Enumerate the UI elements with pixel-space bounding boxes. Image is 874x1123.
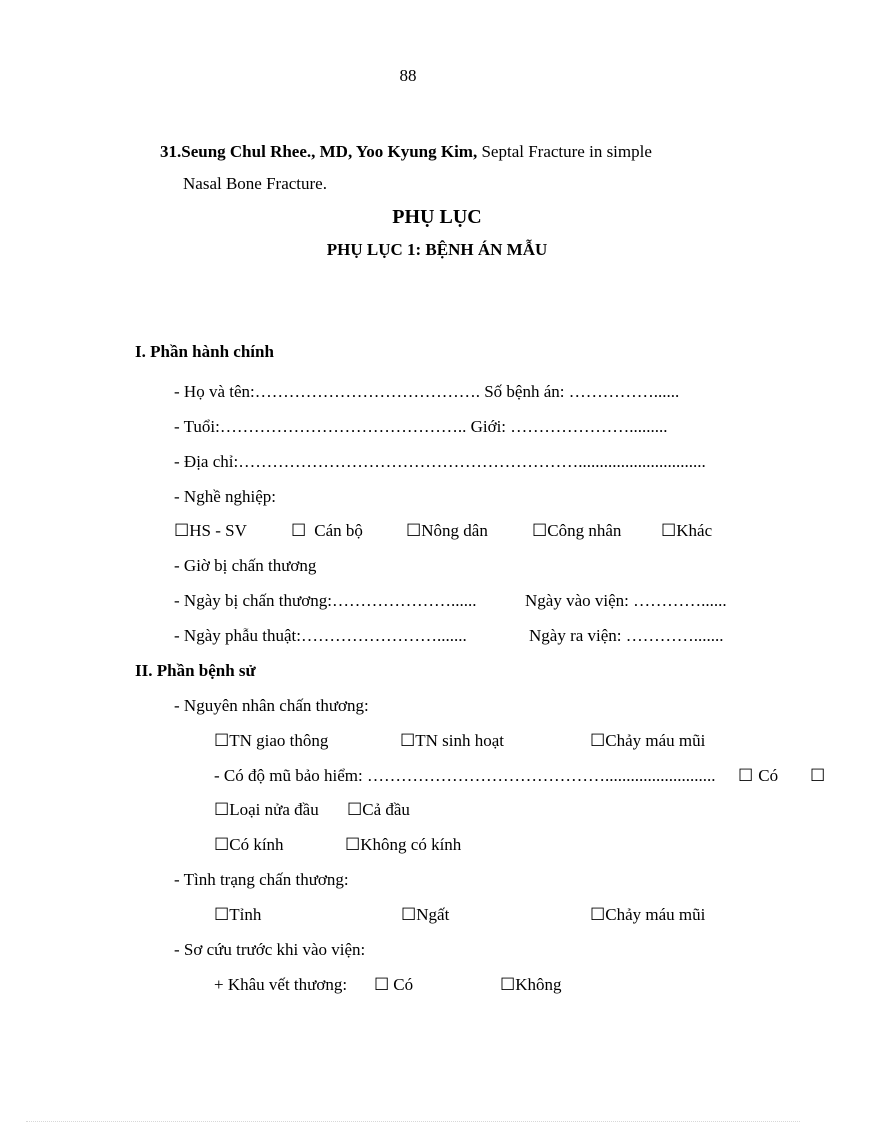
checkbox-icon[interactable]: ☐	[500, 975, 516, 994]
helmet-type-full[interactable]	[347, 800, 410, 820]
checkbox-icon[interactable]: ☐	[214, 835, 230, 854]
first-aid-label: - Sơ cứu trước khi vào viện:	[174, 940, 366, 959]
checkbox-icon[interactable]: ☐	[590, 731, 606, 750]
section-1-heading: I. Phần hành chính	[135, 342, 274, 361]
section-2-heading: II. Phần bệnh sử	[135, 661, 256, 680]
reference-title-part2: Nasal Bone Fracture.	[183, 174, 327, 193]
reference-title-part1: Septal Fracture in simple	[477, 142, 652, 161]
cause-option-domestic[interactable]	[400, 731, 504, 751]
occupation-option-nongdan[interactable]	[406, 521, 488, 541]
condition-label-conscious: Tỉnh	[229, 905, 262, 924]
condition-label: - Tình trạng chấn thương:	[174, 870, 349, 889]
checkbox-icon[interactable]: ☐	[214, 731, 230, 750]
helmet-option-yes[interactable]	[738, 766, 778, 786]
occupation-label: - Nghề nghiệp:	[174, 487, 276, 506]
suture-label-yes: Có	[393, 975, 414, 994]
checkbox-icon[interactable]: ☐	[214, 800, 230, 819]
helmet-type-full-label: Cả đầu	[362, 800, 410, 819]
occupation-label-canbo: Cán bộ	[314, 521, 363, 540]
occupation-label-congnhan: Công nhân	[547, 521, 622, 540]
cause-option-nosebleed[interactable]	[590, 731, 705, 751]
suture-label-no: Không	[515, 975, 562, 994]
helmet-option-no-checkbox[interactable]: ☐	[810, 766, 826, 785]
helmet-line: - Có độ mũ bảo hiểm: ……………………………………..........................	[214, 766, 716, 785]
checkbox-icon[interactable]: ☐	[214, 905, 230, 924]
occupation-option-hssv[interactable]	[174, 521, 247, 541]
suture-label: + Khâu vết thương:	[214, 975, 348, 994]
suture-option-yes[interactable]	[374, 975, 413, 995]
occupation-option-canbo[interactable]	[291, 521, 363, 541]
cause-label-traffic: TN giao thông	[229, 731, 329, 750]
address-line: - Địa chỉ:……………………………………………………..............................	[174, 452, 706, 471]
cause-label: - Nguyên nhân chấn thương:	[174, 696, 369, 715]
cause-option-traffic[interactable]	[214, 731, 328, 751]
occupation-option-congnhan[interactable]	[532, 521, 621, 541]
occupation-label-khac: Khác	[676, 521, 713, 540]
condition-option-nosebleed[interactable]	[590, 905, 705, 925]
surgery-date-line: - Ngày phẫu thuật:…………………….......	[174, 626, 467, 645]
suture-option-no[interactable]	[500, 975, 562, 995]
helmet-label-yes: Có	[758, 766, 779, 785]
helmet-type-half[interactable]	[214, 800, 319, 820]
helmet-type-half-label: Loại nửa đầu	[229, 800, 319, 819]
discharge-date-line: Ngày ra viện: ………….......	[529, 626, 724, 645]
occupation-option-khac[interactable]	[661, 521, 712, 541]
checkbox-icon[interactable]: ☐	[345, 835, 361, 854]
glasses-label-no: Không có kính	[360, 835, 462, 854]
injury-date-line: - Ngày bị chấn thương:…………………......	[174, 591, 477, 610]
page-bottom-divider	[26, 1121, 800, 1122]
condition-label-nosebleed: Chảy máu mũi	[605, 905, 706, 924]
condition-option-conscious[interactable]	[214, 905, 261, 925]
checkbox-icon[interactable]: ☐	[347, 800, 363, 819]
checkbox-icon[interactable]: ☐	[374, 975, 390, 994]
reference-authors: 31.Seung Chul Rhee., MD, Yoo Kyung Kim,	[160, 142, 478, 161]
occupation-label-hssv: HS - SV	[189, 521, 247, 540]
admission-date-line: Ngày vào viện: …………......	[525, 591, 727, 610]
name-line: - Họ và tên:…………………………………. Số bệnh án: ……………......	[174, 382, 680, 401]
reference-line-1	[160, 142, 652, 162]
checkbox-icon[interactable]: ☐	[406, 521, 422, 540]
checkbox-icon[interactable]: ☐	[738, 766, 754, 785]
checkbox-icon[interactable]: ☐	[590, 905, 606, 924]
checkbox-icon[interactable]: ☐	[400, 731, 416, 750]
checkbox-icon[interactable]: ☐	[532, 521, 548, 540]
cause-label-nosebleed: Chảy máu mũi	[605, 731, 706, 750]
checkbox-icon[interactable]: ☐	[401, 905, 417, 924]
page-number: 88	[399, 66, 417, 85]
checkbox-icon[interactable]: ☐	[291, 521, 307, 540]
checkbox-icon[interactable]: ☐	[661, 521, 677, 540]
condition-label-faint: Ngất	[416, 905, 450, 924]
age-line: - Tuổi:…………………………………….. Giới: ………………….........	[174, 417, 668, 436]
glasses-option-yes[interactable]	[214, 835, 284, 855]
condition-option-faint[interactable]	[401, 905, 449, 925]
glasses-label-yes: Có kính	[229, 835, 284, 854]
occupation-label-nongdan: Nông dân	[421, 521, 488, 540]
glasses-option-no[interactable]	[345, 835, 461, 855]
appendix-subtitle: PHỤ LỤC 1: BỆNH ÁN MẪU	[326, 240, 548, 259]
injury-time-line: - Giờ bị chấn thương	[174, 556, 317, 575]
cause-label-domestic: TN sinh hoạt	[415, 731, 505, 750]
checkbox-icon[interactable]: ☐	[174, 521, 190, 540]
appendix-title: PHỤ LỤC	[392, 206, 482, 228]
